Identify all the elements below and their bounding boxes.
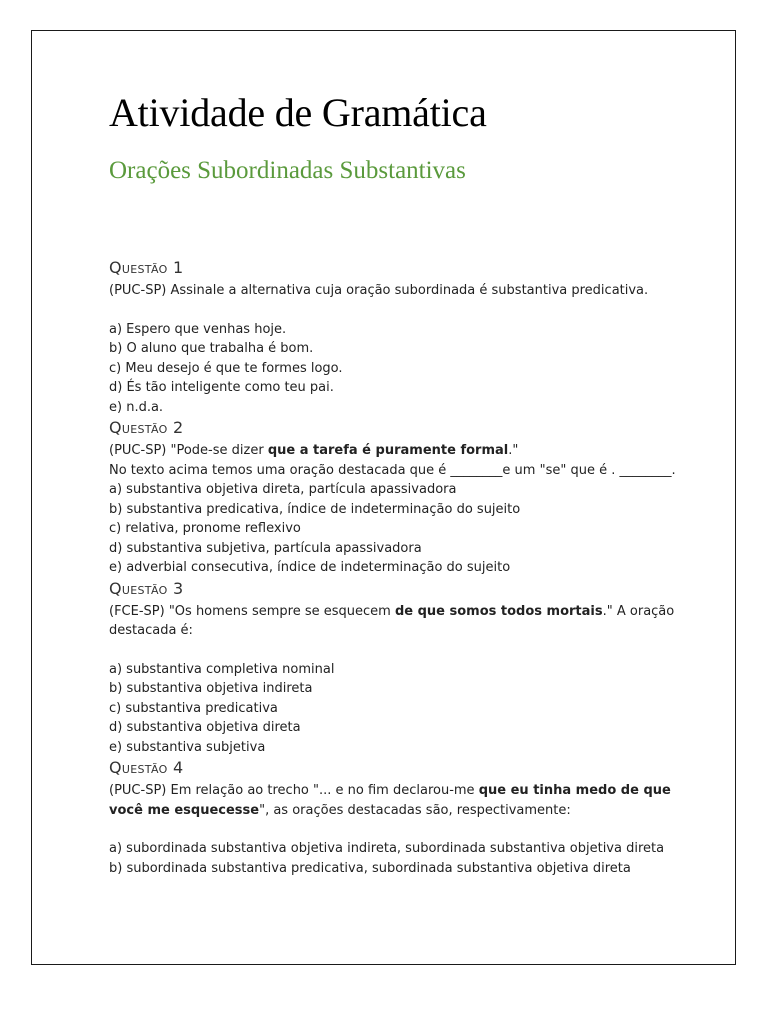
option-a: a) subordinada substantiva objetiva indireta, subordinada substantiva objetiva direta [109, 841, 665, 856]
document-title: Atividade de Gramática [109, 90, 487, 135]
document-subtitle: Orações Subordinadas Substantivas [109, 157, 466, 184]
option-c: c) substantiva predicativa [109, 700, 278, 716]
question-heading-number: 3 [172, 578, 184, 598]
questions-body [109, 257, 689, 878]
stem-text-end: ." [508, 443, 519, 458]
option-e: e) substantiva subjetiva [109, 739, 266, 755]
question-heading-word: Questão [109, 758, 168, 777]
question-1 [109, 257, 689, 417]
option-a: a) Espero que venhas hoje. [109, 321, 287, 337]
stem-text-end: ", as orações destacadas são, respectivamente: [259, 802, 571, 818]
question-heading-number: 4 [172, 758, 184, 777]
question-stem-line2: No texto acima temos uma oração destacada que é ________e um "se" que é . ________. [109, 462, 676, 478]
option-b: b) subordinada substantiva predicativa, subordinada substantiva objetiva direta [109, 860, 631, 876]
stem-highlight: que a tarefa é puramente formal [267, 443, 509, 458]
option-e: e) adverbial consecutiva, índice de indeterminação do sujeito [109, 560, 511, 575]
option-d: d) substantiva objetiva direta [109, 720, 301, 735]
question-heading-word: Questão [109, 418, 168, 437]
question-3 [109, 578, 689, 758]
option-c: c) relativa, pronome reflexivo [109, 521, 301, 536]
option-a: a) substantiva completiva nominal [109, 661, 335, 677]
question-stem [109, 441, 689, 461]
option-b: b) O aluno que trabalha é bom. [109, 341, 314, 356]
question-heading-number: 2 [172, 418, 184, 437]
question-heading [109, 417, 689, 441]
option-b: b) substantiva objetiva indireta [109, 681, 313, 696]
option-d: d) substantiva subjetiva, partícula apassivadora [109, 540, 422, 556]
question-heading [109, 757, 689, 781]
question-2 [109, 417, 689, 578]
question-heading-word: Questão [109, 578, 168, 598]
question-heading [109, 578, 689, 602]
option-b: b) substantiva predicativa, índice de indeterminação do sujeito [109, 501, 521, 517]
document-page [31, 30, 736, 965]
stem-text: (PUC-SP) Em relação ao trecho "... e no fim declarou-me [109, 783, 479, 798]
stem-text: (PUC-SP) "Pode-se dizer [109, 443, 268, 458]
option-d: d) És tão inteligente como teu pai. [109, 380, 334, 395]
stem-highlight: de que somos todos mortais [394, 603, 603, 619]
stem-text: (FCE-SP) "Os homens sempre se esquecem [109, 603, 395, 619]
question-stem [109, 602, 689, 641]
question-heading-number: 1 [172, 258, 184, 277]
question-heading [109, 257, 689, 281]
question-stem [109, 781, 689, 820]
option-a: a) substantiva objetiva direta, partícula apassivadora [109, 482, 457, 497]
stem-highlight: que eu tinha medo de que você me esquecesse [109, 783, 671, 818]
option-e: e) n.d.a. [109, 399, 164, 415]
question-stem: (PUC-SP) Assinale a alternativa cuja oração subordinada é substantiva predicativa. [109, 283, 649, 298]
option-c: c) Meu desejo é que te formes logo. [109, 360, 343, 376]
stem-text-end: ." A oração destacada é: [109, 603, 675, 638]
question-4 [109, 757, 689, 878]
question-heading-word: Questão [109, 258, 168, 277]
